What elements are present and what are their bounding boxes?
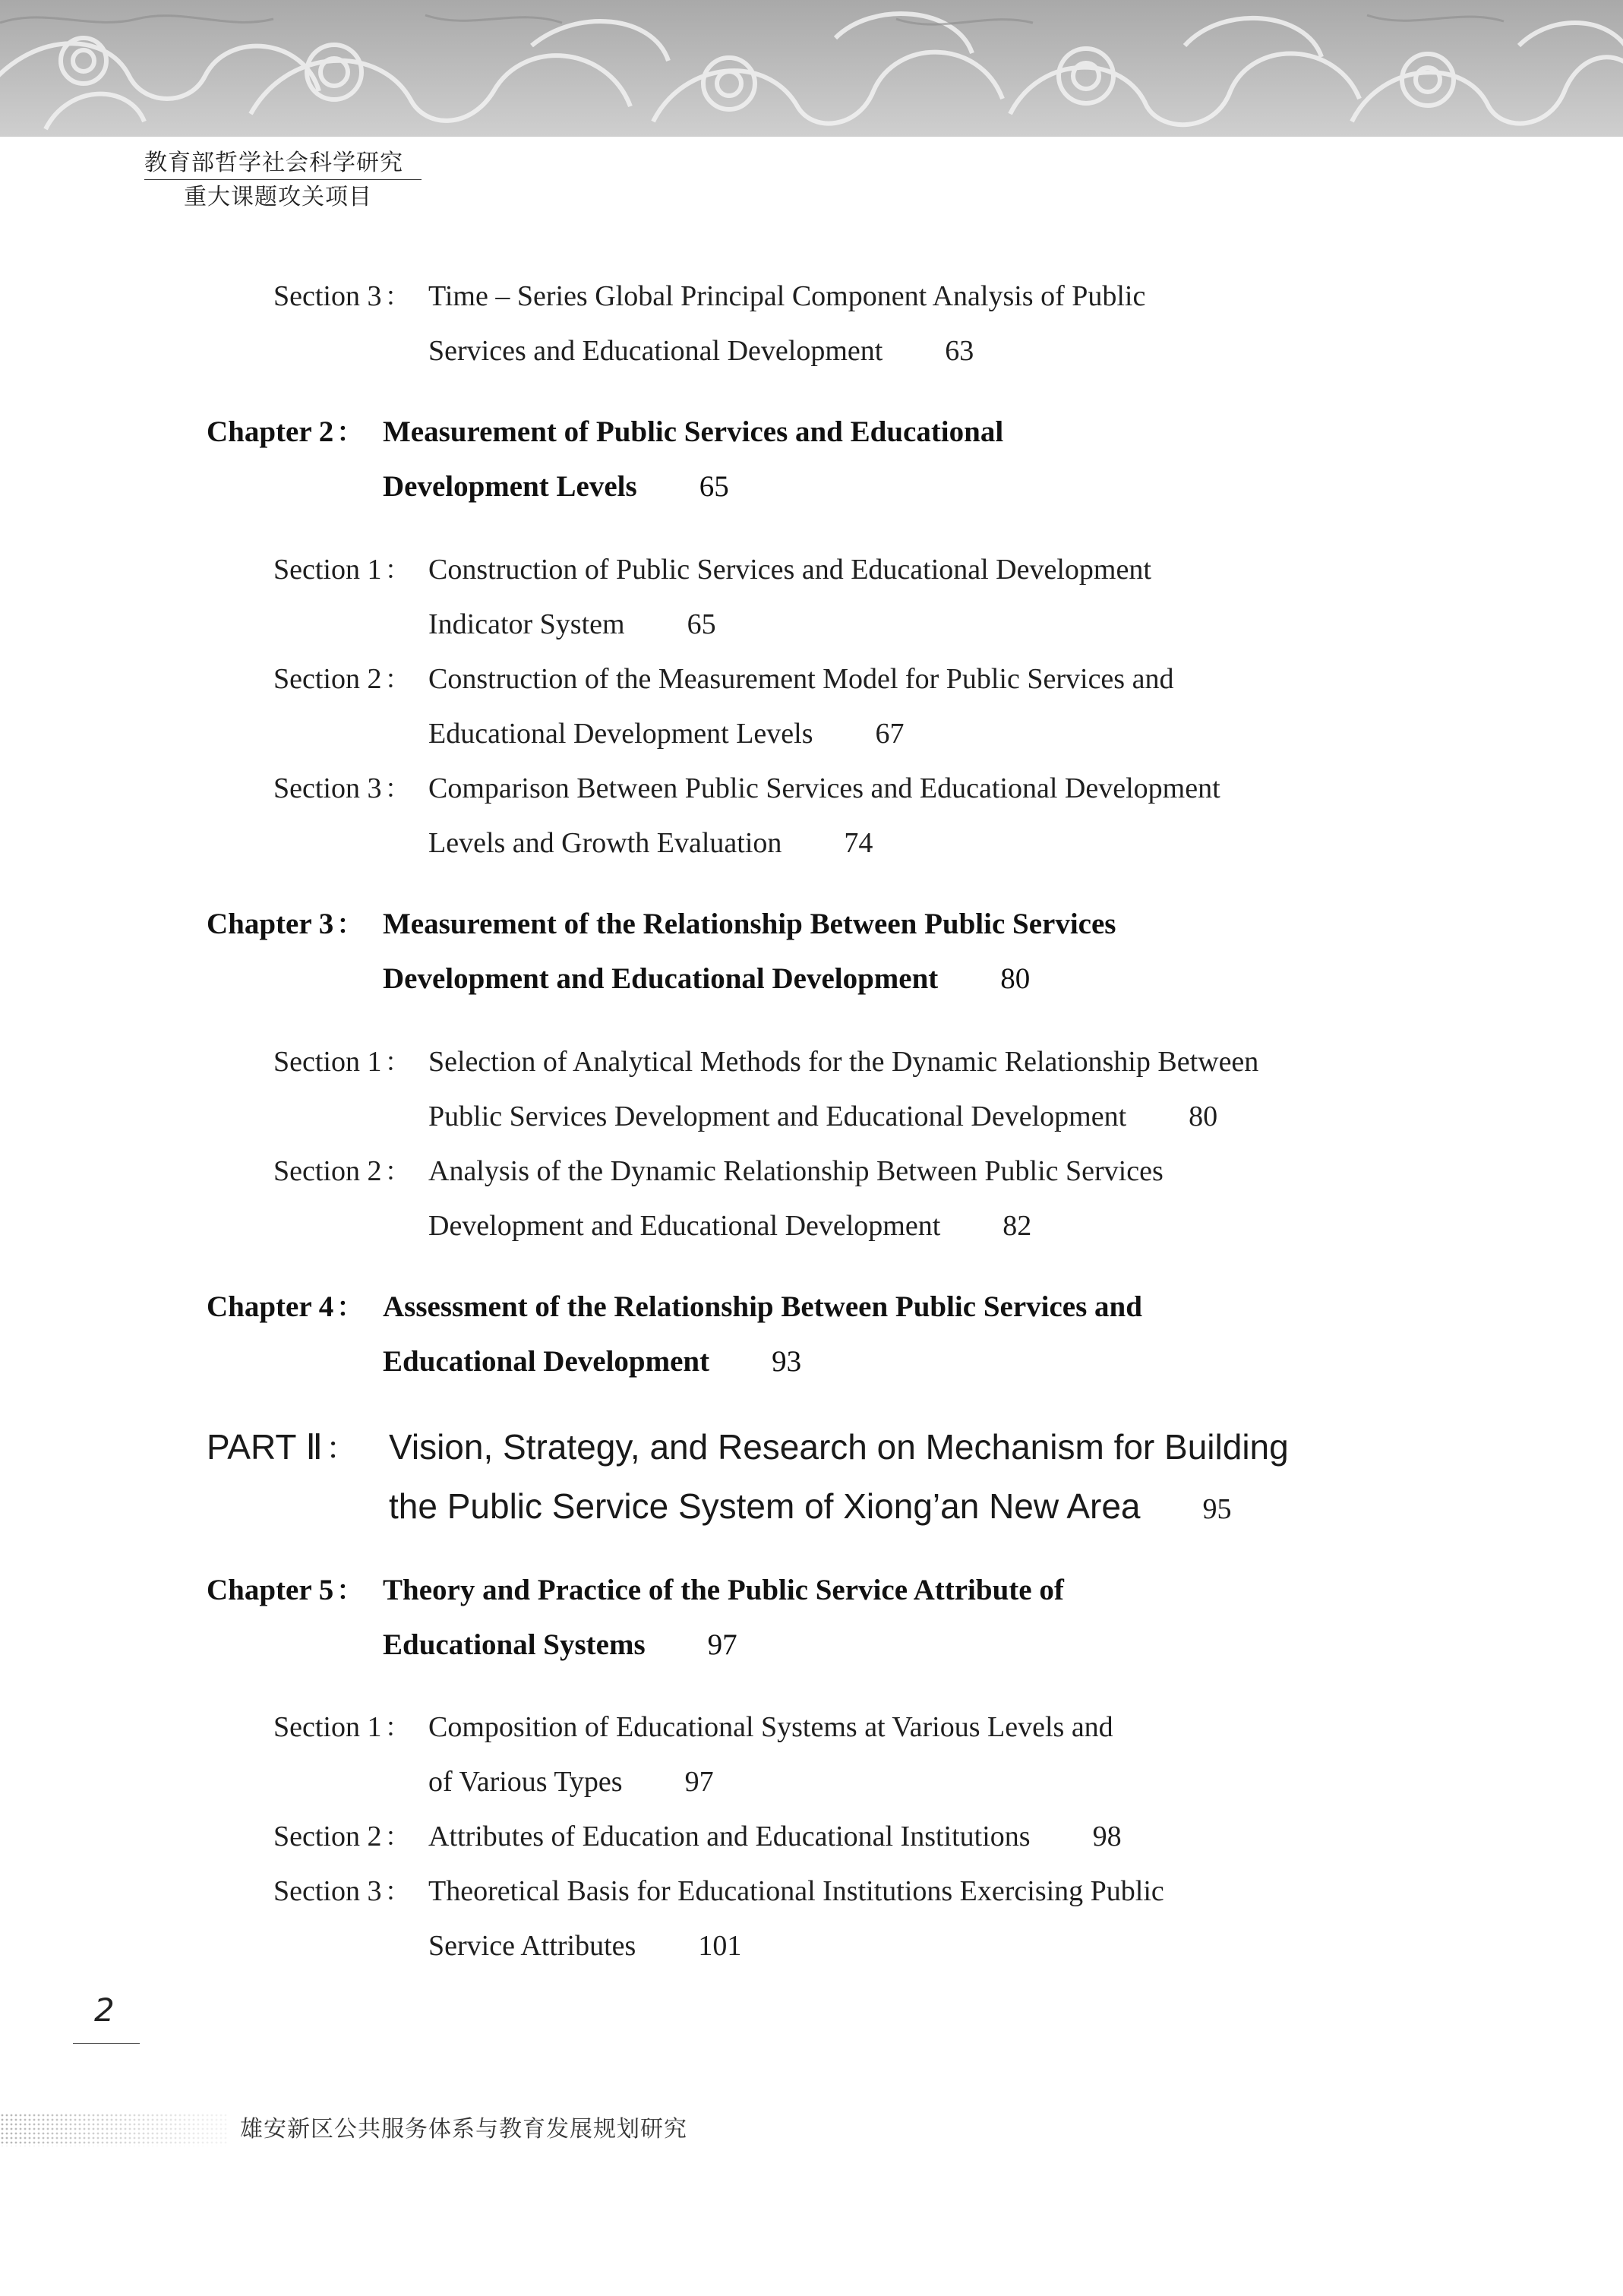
entry-page-number: 63 [945, 335, 974, 367]
entry-title-line: Development Levels [383, 470, 637, 503]
entry-title-line: Levels and Growth Evaluation [428, 827, 782, 859]
entry-page-number: 67 [875, 718, 905, 750]
entry-label: Section 3 [273, 280, 382, 312]
series-divider [144, 179, 422, 180]
entry-text [383, 1280, 1142, 1389]
entry-text [428, 269, 1145, 378]
entry-page-number: 80 [1189, 1101, 1218, 1132]
entry-title-line: the Public Service System of Xiong’an New Area [389, 1486, 1141, 1526]
entry-title-line: Theory and Practice of the Public Service Attribute of [383, 1574, 1064, 1606]
entry-title-line: Service Attributes [428, 1930, 636, 1962]
entry-title-line: Selection of Analytical Methods for the Dynamic Relationship Between [428, 1046, 1259, 1078]
entry-title-line: Composition of Educational Systems at Various Levels and [428, 1711, 1113, 1743]
entry-text [428, 1034, 1258, 1144]
entry-page-number: 97 [707, 1628, 737, 1661]
entry-page-number: 97 [684, 1766, 714, 1798]
footer-dot-pattern [0, 2113, 228, 2146]
entry-text [428, 652, 1173, 761]
entry-label: Chapter 2 [207, 415, 334, 448]
entry-label: Section 3 [273, 772, 382, 804]
entry-title-line: Indicator System [428, 608, 625, 640]
entry-title-line: Construction of Public Services and Educational Development [428, 554, 1151, 586]
entry-text [428, 542, 1151, 652]
entry-text [383, 1563, 1064, 1672]
entry-label: Section 2 [273, 1821, 382, 1852]
entry-title-line: Theoretical Basis for Educational Institutions Exercising Public [428, 1875, 1164, 1907]
entry-text [428, 1864, 1164, 1973]
entry-page-number: 65 [699, 470, 729, 503]
entry-label: Section 3 [273, 1875, 382, 1907]
entry-title-line: Measurement of Public Services and Educational [383, 415, 1004, 448]
entry-text [383, 405, 1003, 514]
entry-text [428, 1700, 1113, 1809]
entry-label: Chapter 4 [207, 1290, 334, 1323]
series-title-line2: 重大课题攻关项目 [184, 184, 372, 210]
entry-label: Section 1 [273, 1046, 382, 1078]
entry-title-line: of Various Types [428, 1766, 623, 1798]
entry-text [428, 761, 1220, 870]
entry-title-line: Analysis of the Dynamic Relationship Between Public Services [428, 1155, 1164, 1187]
entry-label: Chapter 3 [207, 908, 334, 940]
series-label [144, 149, 425, 212]
entry-text [428, 1144, 1164, 1253]
series-title-line1: 教育部哲学社会科学研究 [144, 150, 403, 176]
entry-page-number: 101 [698, 1930, 742, 1962]
entry-title-line: Attributes of Education and Educational Institutions [428, 1821, 1031, 1852]
book-title: 雄安新区公共服务体系与教育发展规划研究 [240, 2116, 687, 2143]
entry-title-line: Services and Educational Development [428, 335, 883, 367]
entry-page-number: 80 [1000, 962, 1031, 995]
entry-label: Section 2 [273, 1155, 382, 1187]
entry-title-line: Comparison Between Public Services and Educational Development [428, 772, 1220, 804]
entry-page-number: 65 [687, 608, 716, 640]
entry-page-number: 98 [1092, 1821, 1122, 1852]
entry-page-number: 95 [1202, 1493, 1232, 1525]
entry-title-line: Development and Educational Development [428, 1210, 941, 1242]
entry-page-number: 93 [772, 1345, 802, 1378]
entry-label: Chapter 5 [207, 1574, 334, 1606]
entry-text [428, 1809, 1122, 1864]
entry-label: Section 1 [273, 1711, 382, 1743]
entry-label: PART Ⅱ [207, 1427, 324, 1467]
entry-title-line: Time – Series Global Principal Component Analysis of Public [428, 280, 1146, 312]
page-number-rule [73, 2043, 140, 2044]
entry-title-line: Construction of the Measurement Model for Public Services and [428, 663, 1174, 695]
entry-label: Section 1 [273, 554, 382, 586]
decorative-cloud-banner [0, 0, 1623, 137]
entry-title-line: Measurement of the Relationship Between Public Services [383, 908, 1116, 940]
entry-title-line: Educational Development Levels [428, 718, 813, 750]
entry-text [383, 897, 1116, 1006]
entry-title-line: Assessment of the Relationship Between Public Services and [383, 1290, 1142, 1323]
entry-page-number: 74 [844, 827, 873, 859]
entry-label: Section 2 [273, 663, 382, 695]
entry-title-line: Vision, Strategy, and Research on Mechanism for Building [389, 1427, 1289, 1467]
page-number: 2 [94, 1991, 115, 2029]
entry-title-line: Public Services Development and Educational Development [428, 1101, 1127, 1132]
entry-page-number: 82 [1003, 1210, 1032, 1242]
entry-text [389, 1417, 1289, 1539]
entry-title-line: Educational Systems [383, 1628, 646, 1661]
entry-title-line: Development and Educational Development [383, 962, 939, 995]
entry-title-line: Educational Development [383, 1345, 710, 1378]
